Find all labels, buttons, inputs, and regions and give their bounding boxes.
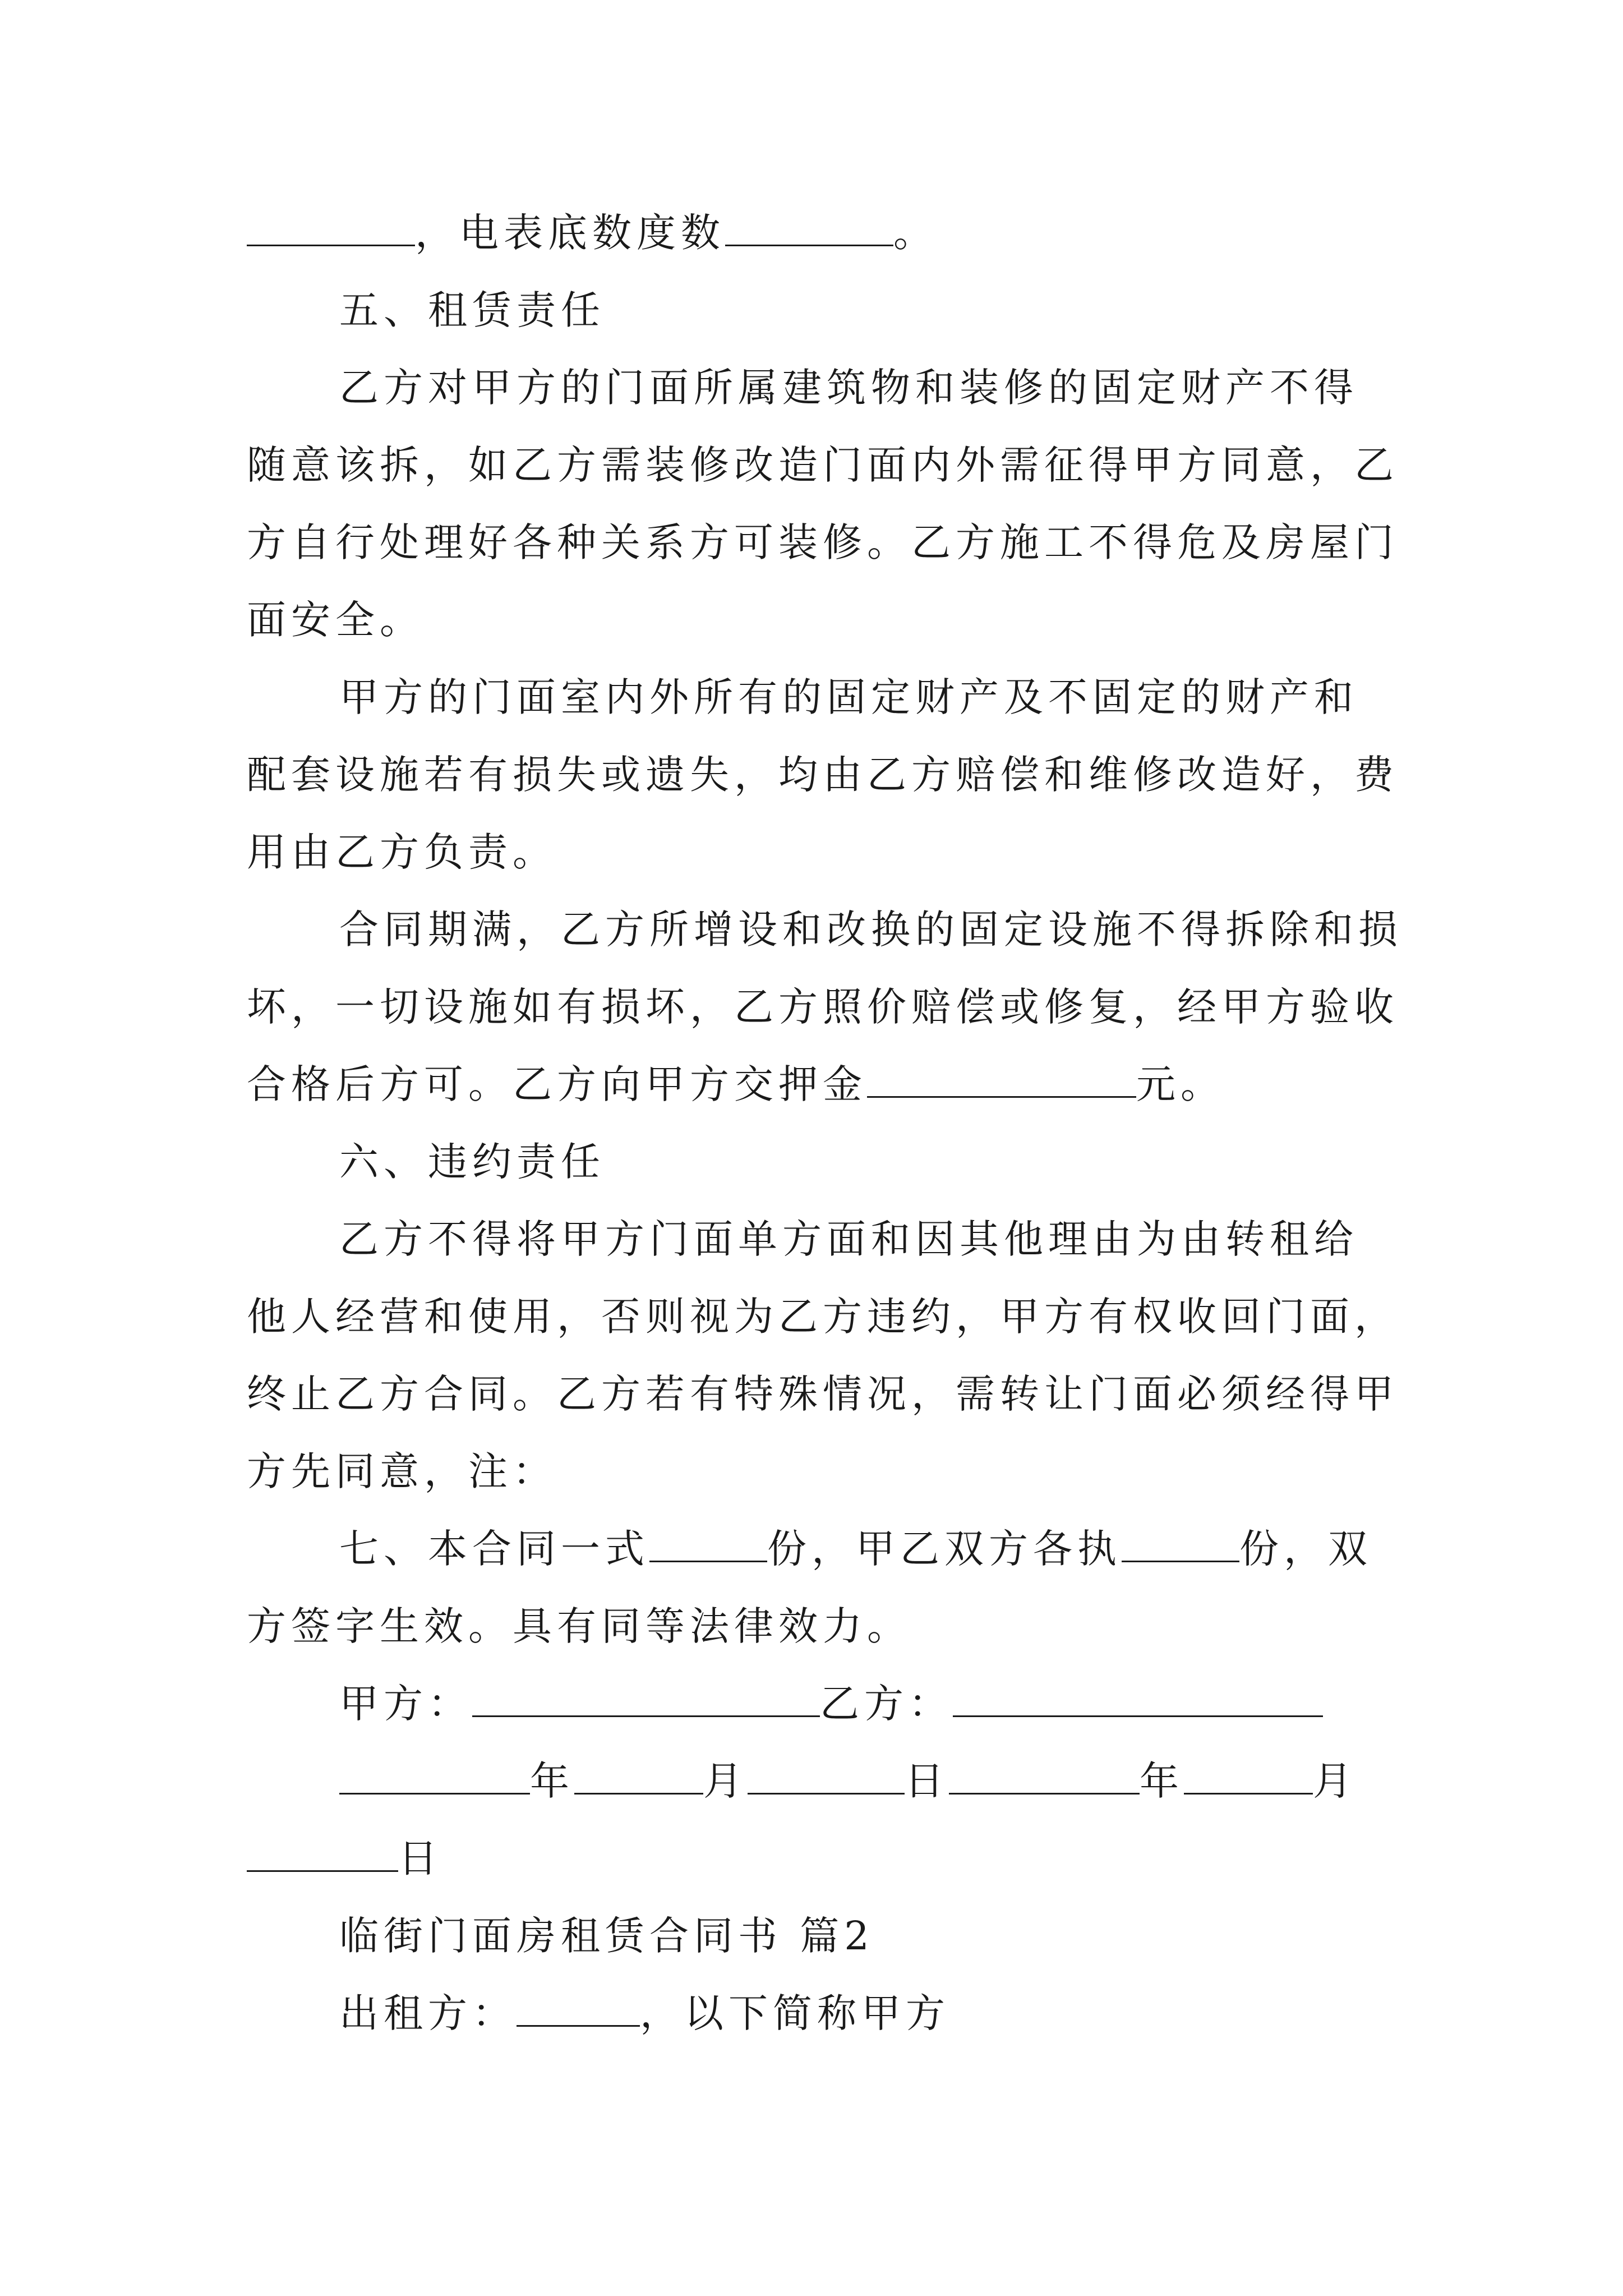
party-a-blank bbox=[472, 1684, 820, 1717]
party-b-label: 乙方： bbox=[820, 1681, 953, 1727]
text: 合格后方可。乙方向甲方交押金 bbox=[247, 1061, 867, 1107]
meter-reading-line bbox=[247, 210, 1385, 256]
paragraph-line: 配套设施若有损失或遗失，均由乙方赔偿和维修改造好，费 bbox=[247, 752, 1399, 798]
text: 七、本合同一式 bbox=[339, 1526, 649, 1572]
blank-field bbox=[517, 1994, 640, 2027]
text: ，电表底数度数 bbox=[415, 210, 725, 256]
paragraph-line: 合同期满，乙方所增设和改换的固定设施不得拆除和损 bbox=[339, 907, 1403, 953]
blank-field bbox=[1184, 1761, 1313, 1795]
paragraph-line: 终止乙方合同。乙方若有特殊情况，需转让门面必须经得甲 bbox=[247, 1371, 1399, 1417]
deposit-blank bbox=[867, 1065, 1136, 1098]
paragraph-line: 甲方的门面室内外所有的固定财产及不固定的财产和 bbox=[339, 674, 1358, 720]
paragraph-line: 用由乙方负责。 bbox=[247, 829, 557, 875]
date-line-continued bbox=[247, 1835, 1385, 1881]
date-line bbox=[247, 1758, 1385, 1804]
copies-line bbox=[247, 1526, 1385, 1572]
text: 。 bbox=[893, 210, 938, 256]
paragraph-line: 方签字生效。具有同等法律效力。 bbox=[247, 1603, 911, 1649]
paragraph-line: 坏，一切设施如有损坏，乙方照价赔偿或修复，经甲方验收 bbox=[247, 984, 1399, 1030]
text: 月 bbox=[703, 1758, 748, 1804]
blank-field bbox=[949, 1761, 1140, 1795]
text: 月 bbox=[1313, 1758, 1357, 1804]
blank-field bbox=[1122, 1529, 1239, 1562]
section-heading-5: 五、租赁责任 bbox=[339, 287, 605, 333]
blank-field bbox=[247, 213, 415, 246]
text: 日 bbox=[398, 1835, 442, 1881]
party-b-blank bbox=[953, 1684, 1323, 1717]
article-title: 临街门面房租赁合同书 篇2 bbox=[339, 1913, 874, 1959]
section-heading-6: 六、违约责任 bbox=[339, 1139, 605, 1185]
paragraph-line: 方先同意，注： bbox=[247, 1448, 557, 1494]
text: 日 bbox=[905, 1758, 949, 1804]
blank-field bbox=[725, 213, 893, 246]
paragraph-line: 面安全。 bbox=[247, 597, 424, 643]
deposit-line bbox=[247, 1061, 1385, 1107]
paragraph-line: 方自行处理好各种关系方可装修。乙方施工不得危及房屋门 bbox=[247, 519, 1399, 565]
text: 份，甲乙双方各执 bbox=[767, 1526, 1122, 1572]
blank-field bbox=[574, 1761, 703, 1795]
text: 年 bbox=[530, 1758, 574, 1804]
text: 份，双 bbox=[1239, 1526, 1372, 1572]
blank-field bbox=[339, 1761, 530, 1795]
text: 元。 bbox=[1136, 1061, 1225, 1107]
text: ，以下简称甲方 bbox=[640, 1990, 950, 2036]
paragraph-line: 乙方对甲方的门面所属建筑物和装修的固定财产不得 bbox=[339, 365, 1358, 411]
party-a-label: 甲方： bbox=[339, 1681, 472, 1727]
paragraph-line: 随意该拆，如乙方需装修改造门面内外需征得甲方同意，乙 bbox=[247, 442, 1399, 488]
blank-field bbox=[649, 1529, 767, 1562]
signature-line bbox=[247, 1681, 1385, 1727]
document-page bbox=[247, 210, 1403, 2071]
blank-field bbox=[247, 1839, 398, 1872]
text: 年 bbox=[1140, 1758, 1184, 1804]
blank-field bbox=[748, 1761, 905, 1795]
text: 出租方： bbox=[339, 1990, 517, 2036]
paragraph-line: 乙方不得将甲方门面单方面和因其他理由为由转租给 bbox=[339, 1216, 1358, 1262]
paragraph-line: 他人经营和使用，否则视为乙方违约，甲方有权收回门面， bbox=[247, 1294, 1399, 1340]
lessor-line bbox=[247, 1990, 1385, 2036]
